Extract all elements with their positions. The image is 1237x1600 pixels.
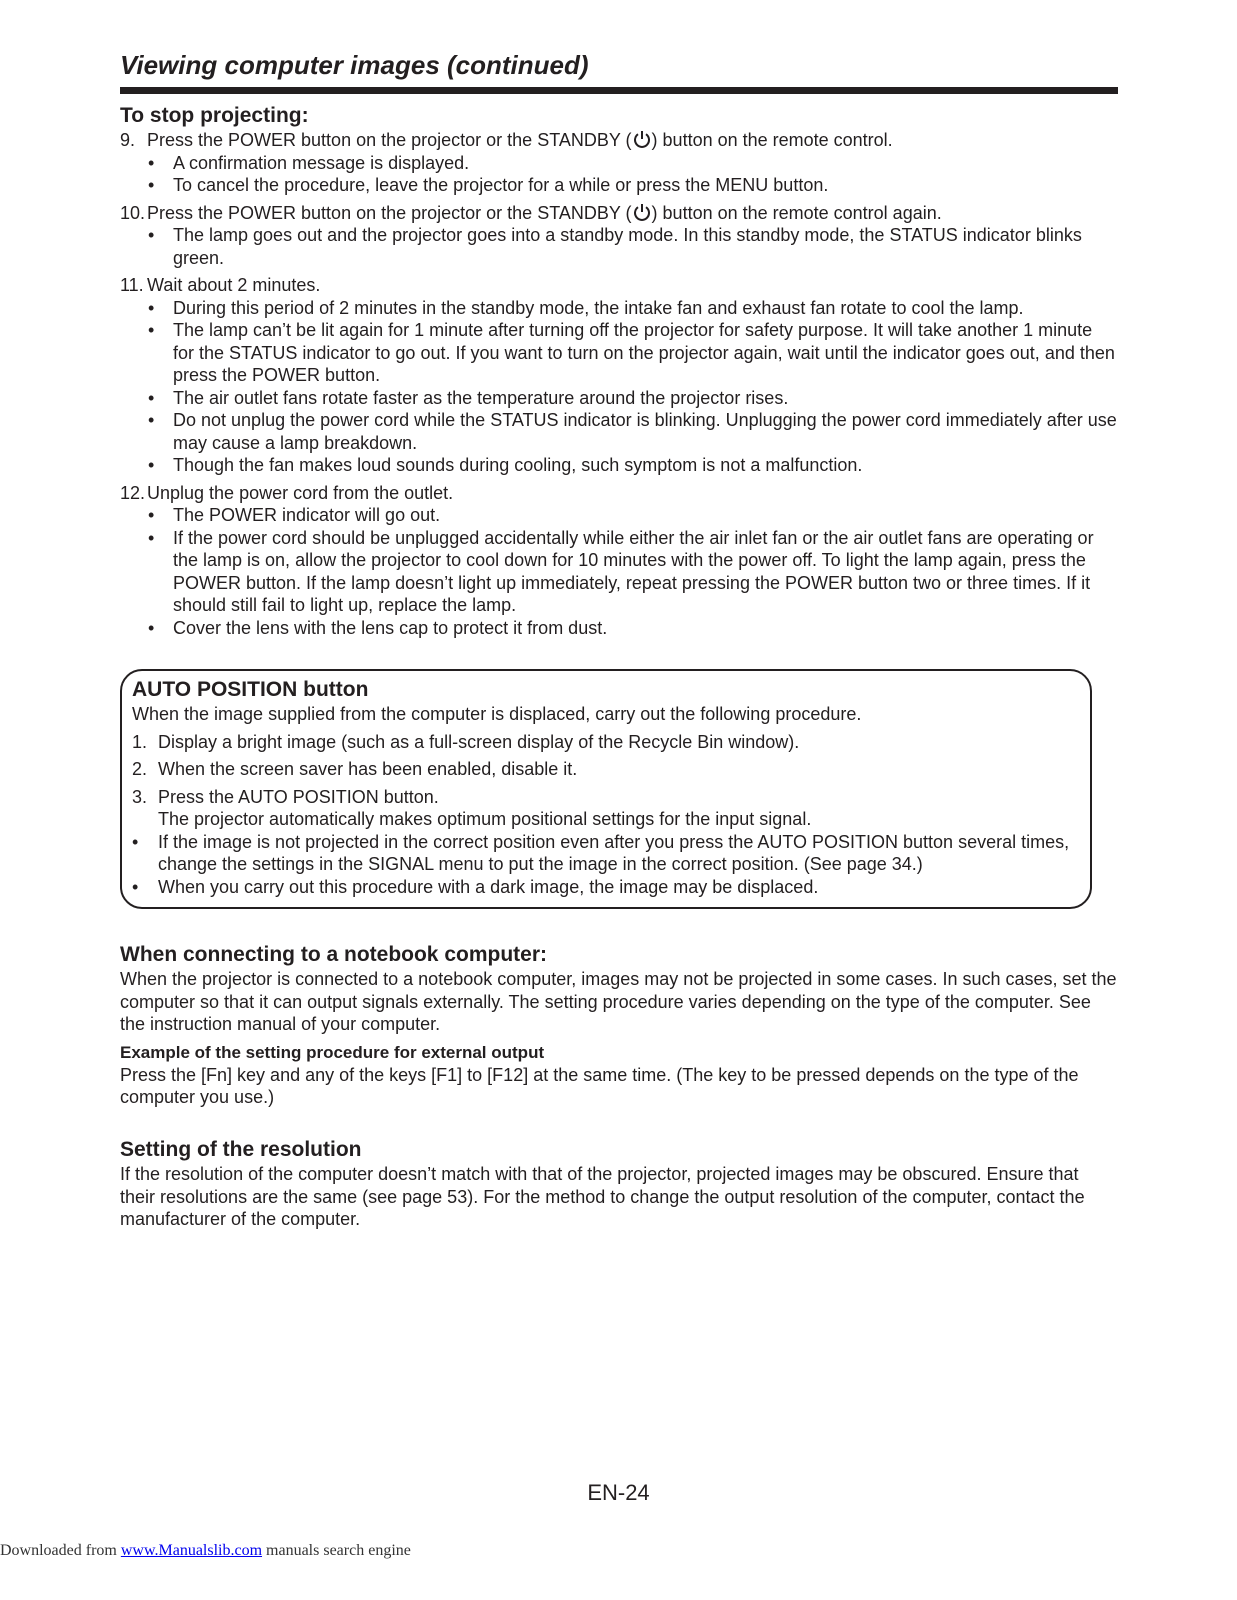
resolution-text: If the resolution of the computer doesn’t match with that of the projector, projected images may be obscured. Ensure that their resolutions are the same (see page 53). For the method to change the output resolution of the computer, contact the manufacturer of the computer. xyxy=(120,1164,1085,1229)
notebook-subtext: Press the [Fn] key and any of the keys [F1] to [F12] at the same time. (The key to be pressed depends on the type of the computer you use.) xyxy=(120,1064,1079,1107)
notebook-text: When the projector is connected to a notebook computer, images may not be projected in some cases. In such cases, set the computer so that it can output signals externally. The setting procedure varies depending on the type of the computer. See the instruction manual of your computer. xyxy=(120,969,1117,1034)
list-item: • The lamp can’t be lit again for 1 minute after turning off the projector for safety purpose. It will take another 1 minute for the STATUS indicator to go out. If you want to turn on the projector again, wait until the indicator goes out, and then press the POWER button. xyxy=(148,320,1115,385)
stop-projecting-section xyxy=(120,103,1118,644)
step-11: 11. Wait about 2 minutes. • During this period of 2 minutes in the standby mode, the intake fan and exhaust fan rotate to cool the lamp. • The lamp can’t be lit again for 1 minute after turning off the projector for safety purpose. It will take another 1 minute for the STATUS indicator to go out. If you want to turn on the projector again, wait until the indicator goes out, and then press the POWER button. • The air outlet fans rotate faster as the temperature around the projector rises. • Do not unplug the power cord while the STATUS indicator is blinking. Unplugging the power cord immediately after use may cause a lamp breakdown. • Though the fan makes loud sounds during cooling, such symptom is not a malfunction. xyxy=(120,275,1117,475)
standby-power-icon xyxy=(632,203,652,223)
resolution-section xyxy=(120,1137,1118,1231)
list-item: • Do not unplug the power cord while the STATUS indicator is blinking. Unplugging the power cord immediately after use may cause a lamp breakdown. xyxy=(148,410,1117,453)
standby-power-icon xyxy=(632,130,652,150)
list-item: 3. Press the AUTO POSITION button. The projector automatically makes optimum positional settings for the input signal. xyxy=(132,786,812,829)
list-item: • If the image is not projected in the correct position even after you press the AUTO POSITION button several times, change the settings in the SIGNAL menu to put the image in the correct position. (See page 34.) xyxy=(132,831,1070,874)
step-number: 9. xyxy=(120,130,136,150)
list-item: • Though the fan makes loud sounds during cooling, such symptom is not a malfunction. xyxy=(148,455,863,475)
auto-position-intro: When the image supplied from the computer is displaced, carry out the following procedure. xyxy=(132,704,862,724)
bullet-list xyxy=(120,504,1118,639)
list-item: • Cover the lens with the lens cap to protect it from dust. xyxy=(148,617,608,638)
resolution-heading: Setting of the resolution xyxy=(120,1138,362,1161)
bullet-list xyxy=(120,152,1118,197)
notebook-section xyxy=(120,942,1118,1109)
step-number: 12. xyxy=(120,482,146,503)
bullet-list xyxy=(120,297,1118,477)
list-item: 1. Display a bright image (such as a full-screen display of the Recycle Bin window). xyxy=(132,731,800,752)
page-number: EN-24 xyxy=(587,1480,650,1505)
list-item: • A confirmation message is displayed. xyxy=(148,152,470,173)
notebook-heading: When connecting to a notebook computer: xyxy=(120,943,547,966)
step-number: 11. xyxy=(120,275,144,295)
download-footer: Downloaded from www.Manualslib.com manuals search engine xyxy=(0,1542,411,1559)
list-item: 2. When the screen saver has been enabled, disable it. xyxy=(132,759,578,779)
notebook-subheading: Example of the setting procedure for external output xyxy=(120,1042,545,1062)
page-title: Viewing computer images (continued) xyxy=(120,50,589,80)
list-item: • The air outlet fans rotate faster as the temperature around the projector rises. xyxy=(148,387,789,408)
auto-position-note-box xyxy=(120,669,1092,909)
step-12: 12. Unplug the power cord from the outlet. • The POWER indicator will go out. • If the power cord should be unplugged accidentally while either the air inlet fan or the air outlet fans are operating or the lamp is on, allow the projector to cool down for 10 minutes with the power off. To light the lamp again, press the POWER button. If the lamp doesn’t light up immediately, repeat pressing the POWER button two or three times. If it should still fail to light up, replace the lamp. • Cover the lens with the lens cap to protect it from dust. xyxy=(120,482,1118,640)
list-item: • The lamp goes out and the projector goes into a standby mode. In this standby mode, the STATUS indicator blinks green. xyxy=(148,225,1082,268)
list-item: • If the power cord should be unplugged accidentally while either the air inlet fan or the air outlet fans are operating or the lamp is on, allow the projector to cool down for 10 minutes with the power off. To light the lamp again, press the POWER button. If the lamp doesn’t light up immediately, repeat pressing the POWER button two or three times. If it should still fail to light up, replace the lamp. xyxy=(148,527,1094,615)
step-number: 10. xyxy=(120,202,146,223)
list-item: • When you carry out this procedure with a dark image, the image may be displaced. xyxy=(132,876,819,897)
step-9: 9. Press the POWER button on the projector or the STANDBY ( ) button on the remote control. • A confirmation message is displayed. • To cancel the procedure, leave the projector for a while or press the MENU button. xyxy=(120,129,1118,197)
bullet-list xyxy=(120,224,1118,269)
title-rule xyxy=(120,87,1118,94)
manualslib-link[interactable]: www.Manualslib.com xyxy=(120,1542,263,1559)
auto-position-heading: AUTO POSITION button xyxy=(132,678,369,701)
step-10: 10. Press the POWER button on the projector or the STANDBY ( ) button on the remote control again. • The lamp goes out and the projector goes into a standby mode. In this standby mode, the STATUS indicator blinks green. xyxy=(120,202,1118,270)
list-item: • To cancel the procedure, leave the projector for a while or press the MENU button. xyxy=(148,175,829,195)
list-item: • The POWER indicator will go out. xyxy=(148,505,441,525)
stop-projecting-heading: To stop projecting: xyxy=(120,104,309,127)
list-item: • During this period of 2 minutes in the standby mode, the intake fan and exhaust fan rotate to cool the lamp. xyxy=(148,297,1024,318)
